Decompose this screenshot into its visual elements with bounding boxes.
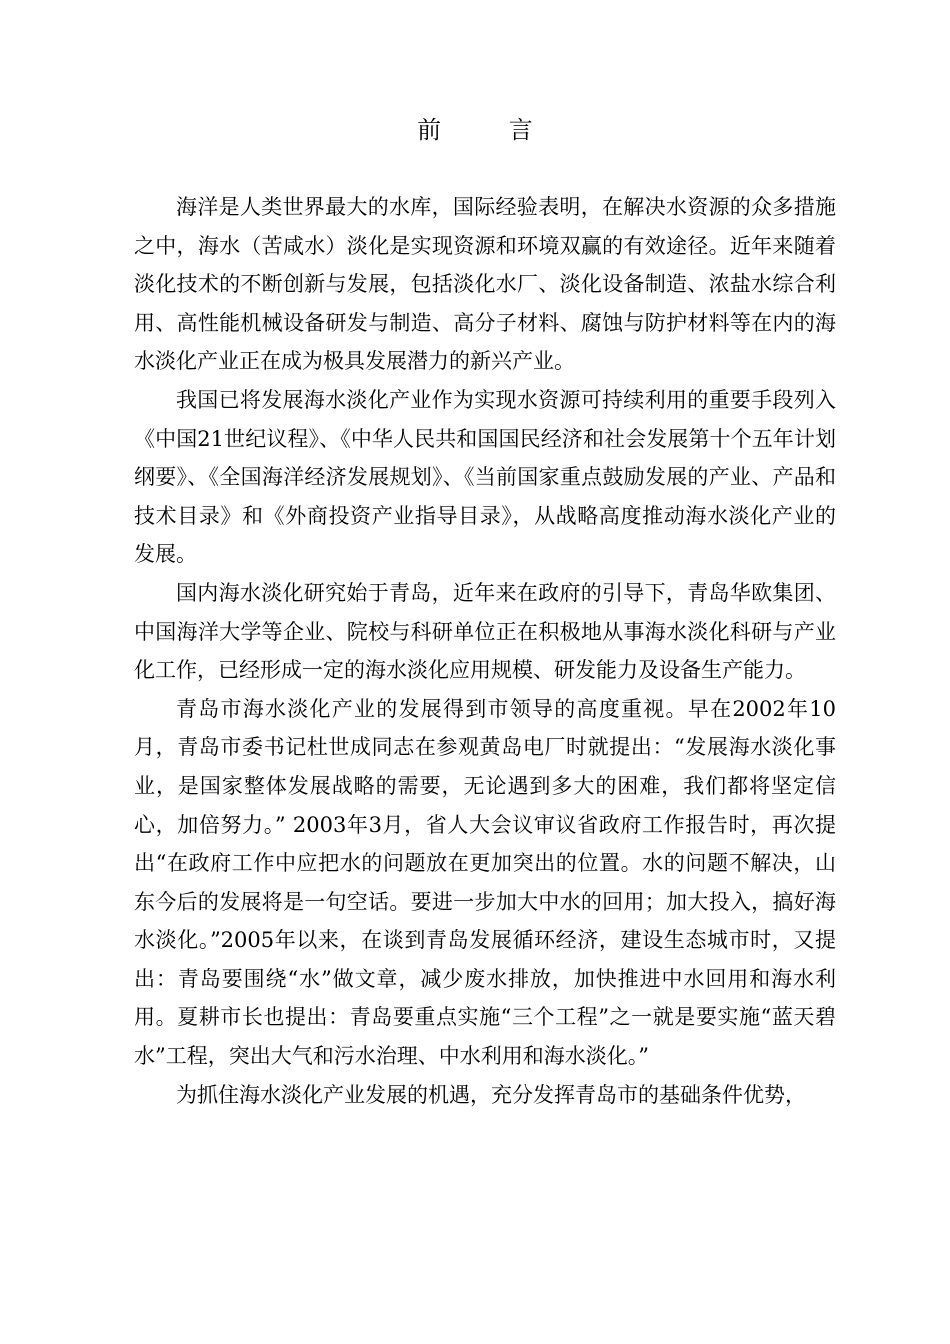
document-body	[134, 188, 836, 1114]
paragraph-1: 海洋是人类世界最大的水库，国际经验表明，在解决水资源的众多措施之中，海水（苦咸水）淡化是实现资源和环境双赢的有效途径。近年来随着淡化技术的不断创新与发展，包括淡化水厂、淡化设备制造、浓盐水综合利用、高性能机械设备研发与制造、高分子材料、腐蚀与防护材料等在内的海水淡化产业正在成为极具发展潜力的新兴产业。	[134, 195, 836, 374]
paragraph-2: 我国已将发展海水淡化产业作为实现水资源可持续利用的重要手段列入《中国21世纪议程》、《中华人民共和国国民经济和社会发展第十个五年计划纲要》、《全国海洋经济发展规划》、《当前国家重点鼓励发展的产业、产品和技术目录》和《外商投资产业指导目录》，从战略高度推动海水淡化产业的发展。	[134, 387, 836, 567]
paragraph-5: 为抓住海水淡化产业发展的机遇，充分发挥青岛市的基础条件优势，	[176, 1082, 806, 1107]
page-title: 前 言	[417, 116, 563, 144]
paragraph-4: 青岛市海水淡化产业的发展得到市领导的高度重视。早在2002年10月，青岛市委书记杜世成同志在参观黄岛电厂时就提出：“发展海水淡化事业，是国家整体发展战略的需要，无论遇到多大的困难，我们都将坚定信心，加倍努力。” 2003年3月，省人大会议审议省政府工作报告时，再次提出“在政府工作中应把水的问题放在更加突出的位置。水的问题不解决，山东今后的发展将是一句空话。要进一步加大中水的回用；加大投入，搞好海水淡化。”2005年以来，在谈到青岛发展循环经济，建设生态城市时，又提出：青岛要围绕“水”做文章，减少废水排放，加快推进中水回用和海水利用。夏耕市长也提出：青岛要重点实施“三个工程”之一就是要实施“蓝天碧水”工程，突出大气和污水治理、中水利用和海水淡化。”	[134, 696, 836, 1069]
paragraph-3: 国内海水淡化研究始于青岛，近年来在政府的引导下，青岛华欧集团、中国海洋大学等企业、院校与科研单位正在积极地从事海水淡化科研与产业化工作，已经形成一定的海水淡化应用规模、研发能力及设备生产能力。	[134, 580, 836, 683]
